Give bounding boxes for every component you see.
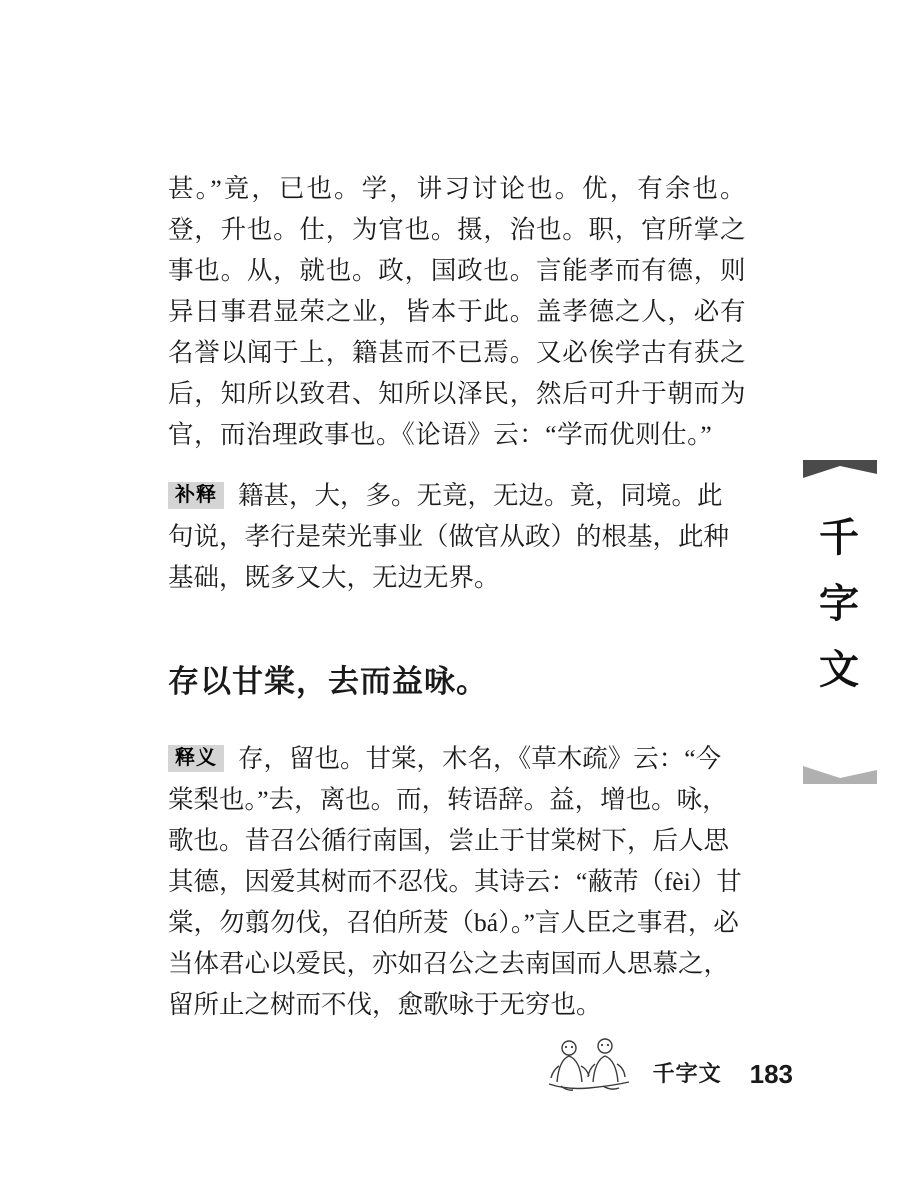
- footer-illustration-icon: [543, 1032, 635, 1094]
- spacer: [168, 598, 746, 660]
- paragraph-commentary: 甚。”竟，已也。学，讲习讨论也。优，有余也。登，升也。仕，为官也。摄，治也。职，官所掌之事也。从，就也。政，国政也。言能孝而有德，则异日事君显荣之业，皆本于此。盖孝德之人，必有名誉以闻于上，籍甚而不已焉。又必俟学古有获之后，知所以致君、知所以泽民，然后可升于朝而为官，而治理政事也。《论语》云：“学而优则仕。”: [168, 174, 746, 449]
- note-tag-shiyi: 释义: [168, 745, 224, 772]
- running-title-char-2: 字: [819, 581, 861, 626]
- note-text-buqi: 籍甚，大，多。无竟，无边。竟，同境。此句说，孝行是荣光事业（做官从政）的根基，此种基础，既多又大，无边无界。: [168, 481, 730, 592]
- spacer: [168, 704, 746, 734]
- note-definition: [168, 738, 746, 1025]
- verse-heading: 存以甘棠，去而益咏。: [168, 664, 488, 699]
- note-text-shiyi: 存，留也。甘棠，木名，《草木疏》云：“今棠梨也。”去，离也。而，转语辞。益，增也。咏，歌也。昔召公循行南国，尝止于甘棠树下，后人思其德，因爱其树而不忍伐。其诗云：“蔽芾（fèi）甘棠，勿翦勿伐，召伯所茇（bá）。”言人臣之事君，必当体君心以爱民，亦如召公之去南国而人思慕之，留所止之树而不伐，愈歌咏于无穷也。: [168, 744, 742, 1019]
- footer-book-title: 千字文: [652, 1061, 722, 1086]
- decorative-mark-top: [803, 460, 877, 482]
- decorative-mark-bottom: [803, 762, 877, 784]
- note-tag-buqi: 补释: [168, 482, 224, 509]
- spacer: [168, 455, 746, 471]
- page-footer: [543, 1032, 793, 1094]
- note-supplementary: [168, 475, 746, 598]
- running-title-vertical: [811, 505, 869, 703]
- running-title-char-1: 千: [819, 515, 861, 560]
- footer-page-number: 183: [749, 1059, 793, 1089]
- running-title-char-3: 文: [819, 647, 861, 692]
- body-text-column: [168, 168, 746, 1025]
